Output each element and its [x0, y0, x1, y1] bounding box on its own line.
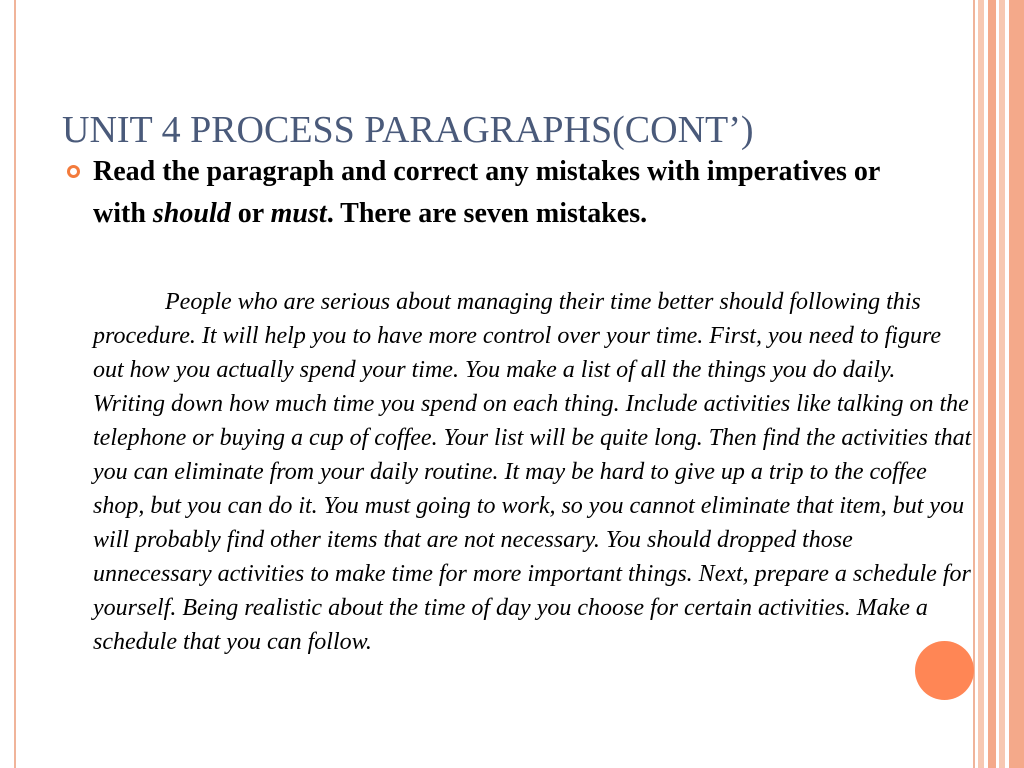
exercise-paragraph: People who are serious about managing their time better should following this procedure. It will help you to have more control over your time. First, you need to figure out how you actually spend your time. You make a list of all the things you do daily. Writing down how much time you spend on each thing. Include activities like talking on the telephone or buying a cup of coffee. Your list will be quite long. Then find the activities that you can eliminate from your daily routine. It may be hard to give up a trip to the coffee shop, but you can do it. You must going to work, so you cannot eliminate that item, but you will probably find other items that are not necessary. You should dropped those unnecessary activities to make time for more important things. Next, prepare a schedule for yourself. Being realistic about the time of day you choose for certain activities. Make a schedule that you can follow. — [93, 289, 972, 655]
instruction-emphasis-must: must — [270, 198, 327, 229]
hollow-circle-bullet-icon — [67, 165, 80, 178]
instruction-part3: . There are seven mistakes. — [326, 198, 648, 229]
instruction-text — [93, 151, 893, 235]
decor-stripe — [988, 0, 996, 768]
slide-title: UNIT 4 PROCESS PARAGRAPHS(CONT’) — [62, 109, 754, 151]
instruction-emphasis-should: should — [152, 198, 231, 229]
instruction-part1: Read the paragraph and correct any mistakes with imperatives or with — [93, 156, 880, 229]
instruction-part2: or — [230, 198, 271, 229]
decor-stripe — [1009, 0, 1024, 768]
decorative-circle — [915, 641, 974, 700]
